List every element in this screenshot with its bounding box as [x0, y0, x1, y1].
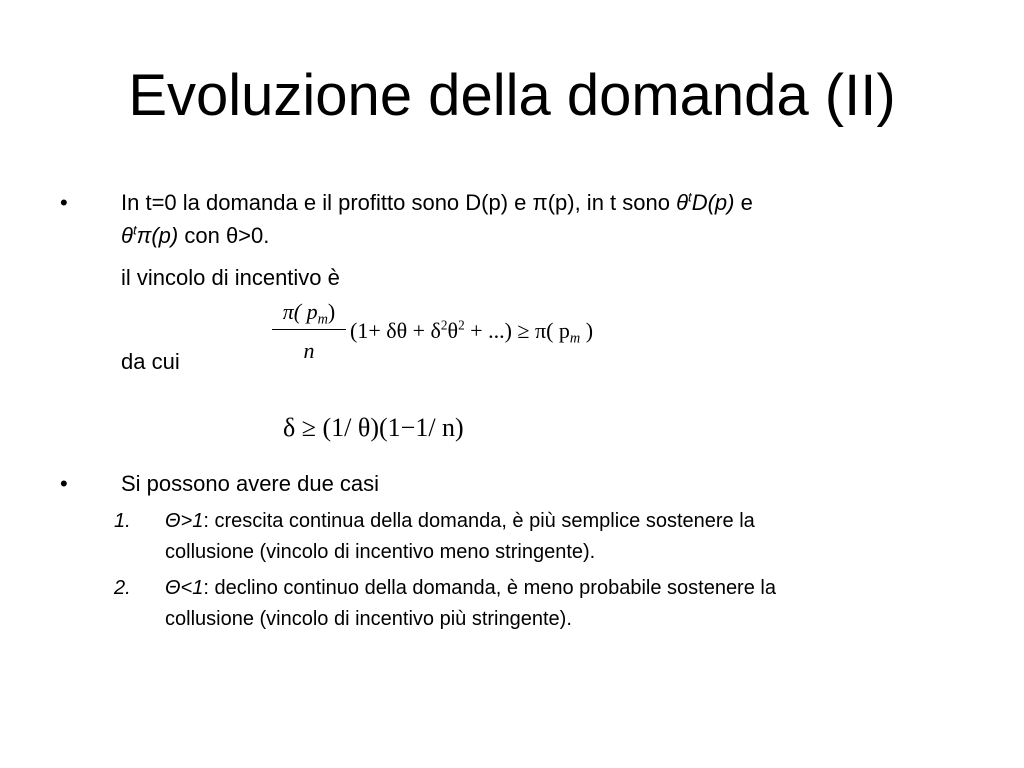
case-label: Θ>1 — [165, 510, 204, 532]
fraction-denominator: n — [303, 338, 315, 363]
list-item-2-line-1 — [165, 573, 776, 604]
theta-symbol: θ — [121, 223, 133, 248]
superscript-t: t — [132, 222, 137, 238]
paren-close: ) — [580, 318, 594, 343]
conjunction: e — [734, 190, 753, 215]
case-description: : declino continuo della domanda, è meno probabile sostenere la — [203, 577, 776, 599]
superscript-t: t — [688, 189, 692, 205]
list-item-2-line-2: collusione (vincolo di incentivo più stringente). — [165, 608, 572, 630]
list-number: 2. — [114, 577, 131, 599]
fraction-bar — [272, 329, 346, 330]
bullet-2-text: Si possono avere due casi — [121, 471, 380, 496]
formula-part-c: + ...) ≥ π( p — [464, 318, 570, 343]
bullet-1-line-1 — [121, 186, 753, 219]
formula-part-b: θ — [447, 318, 459, 343]
formula-part-a: (1+ δθ + δ — [350, 318, 441, 343]
bullet-1-line-3: il vincolo di incentivo è — [121, 265, 340, 290]
slide-title: Evoluzione della domanda (II) — [128, 63, 896, 128]
delta-condition-formula: δ ≥ (1/ θ)(1−1/ n) — [283, 413, 464, 442]
incentive-constraint-formula — [350, 316, 593, 353]
list-item-1-line-2: collusione (vincolo di incentivo meno stringente). — [165, 541, 596, 563]
case-description: : crescita continua della domanda, è più semplice sostenere la — [203, 510, 755, 532]
bullet-1-text-b: con θ>0. — [178, 223, 270, 248]
paren-close: ) — [327, 299, 336, 324]
subscript-m: m — [569, 330, 581, 347]
superscript-2: 2 — [440, 317, 448, 333]
list-item-1-line-1 — [165, 506, 755, 537]
bullet-marker: • — [60, 190, 68, 215]
case-label: Θ<1 — [165, 577, 204, 599]
demand-function: D(p) — [691, 190, 735, 215]
numerator-text: π( p — [282, 299, 318, 324]
theta-symbol: θ — [676, 190, 689, 215]
fraction-numerator — [270, 299, 348, 332]
bullet-1-line-4: da cui — [121, 349, 180, 374]
bullet-marker: • — [60, 471, 68, 496]
bullet-1-line-2 — [121, 219, 269, 252]
subscript-m: m — [317, 311, 328, 328]
superscript-2: 2 — [458, 317, 465, 333]
profit-function: π(p) — [136, 223, 179, 248]
bullet-1-text-a: In t=0 la domanda e il profitto sono D(p) e π(p), in t sono — [121, 190, 677, 215]
list-number: 1. — [114, 510, 131, 532]
